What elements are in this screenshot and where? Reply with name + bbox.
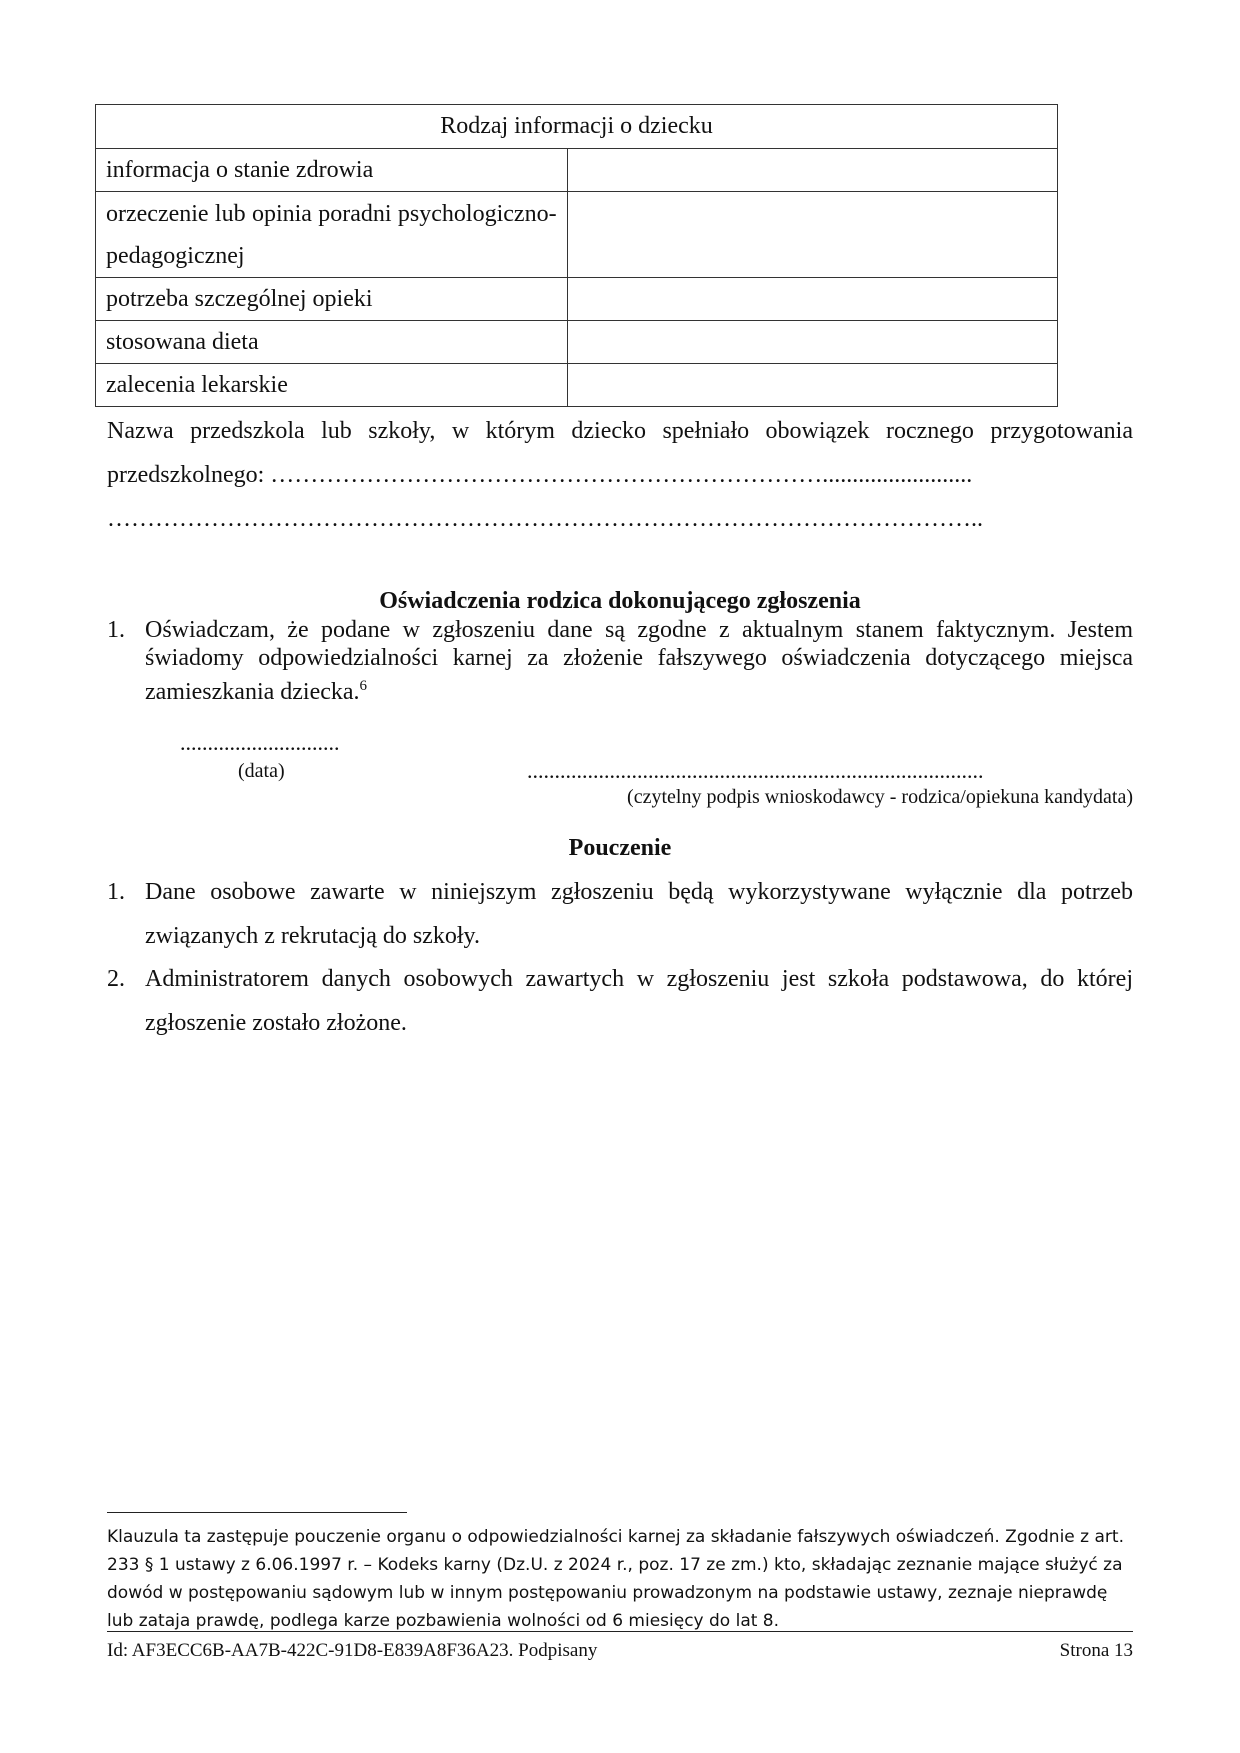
notice-title: Pouczenie: [568, 835, 672, 861]
row-label: potrzeba szczególnej opieki: [96, 278, 568, 321]
table-header: Rodzaj informacji o dziecku: [96, 105, 1058, 149]
table-row: [96, 192, 1058, 278]
notice-line: Dane osobowe zawarte w niniejszym zgłoszeniu będą wykorzystywane wyłącznie dla potrzeb: [145, 879, 1133, 905]
row-value-field[interactable]: [567, 149, 1057, 192]
child-info-table: [95, 104, 1058, 407]
row-label: orzeczenie lub opinia poradni psychologiczno-pedagogicznej: [96, 192, 568, 278]
declaration-body: Oświadczam, że podane w zgłoszeniu dane są zgodne z aktualnym stanem faktycznym. Jestem świadomy odpowiedzialności karnej za złożenie fałszywego oświadczenia dotyczącego miejsca zamieszkania dziecka.: [145, 617, 1133, 705]
preschool-answer-continuation[interactable]: ………………………………………………………………………………………………..: [107, 506, 983, 532]
row-value-field[interactable]: [567, 192, 1057, 278]
date-label: (data): [238, 760, 285, 782]
row-label: informacja o stanie zdrowia: [96, 149, 568, 192]
notice-line: związanych z rekrutacją do szkoły.: [145, 923, 480, 949]
footnote-separator: [107, 1512, 407, 1513]
declaration-text: [145, 616, 1133, 706]
preschool-question-line1: Nazwa przedszkola lub szkoły, w którym dziecko spełniało obowiązek rocznego przygotowania: [107, 418, 1133, 444]
footer-rule: [107, 1631, 1133, 1632]
row-label: stosowana dieta: [96, 321, 568, 364]
footnote-line: Klauzula ta zastępuje pouczenie organu o odpowiedzialności karnej za składanie fałszywych oświadczeń. Zgodnie z art.: [107, 1527, 1124, 1547]
declaration-number: 1.: [107, 617, 125, 643]
signature-label: (czytelny podpis wnioskodawcy - rodzica/opiekuna kandydata): [627, 786, 1133, 808]
notice-number: 2.: [107, 966, 125, 992]
signature-field[interactable]: ...................................................................................: [527, 758, 984, 783]
footnote-line: lub zataja prawdę, podlega karze pozbawienia wolności od 6 miesięcy do lat 8.: [107, 1611, 780, 1631]
footnote-text: [107, 1523, 1137, 1635]
footnote-line: 233 § 1 ustawy z 6.06.1997 r. – Kodeks karny (Dz.U. z 2024 r., poz. 17 ze zm.) kto, składając zeznanie mające służyć za: [107, 1555, 1123, 1575]
row-label: zalecenia lekarskie: [96, 364, 568, 407]
table-row: [96, 321, 1058, 364]
declarations-title: Oświadczenia rodzica dokonującego zgłoszenia: [379, 588, 861, 614]
footnote-reference: 6: [359, 678, 368, 694]
notice-number: 1.: [107, 879, 125, 905]
row-value-field[interactable]: [567, 364, 1057, 407]
row-value-field[interactable]: [567, 321, 1057, 364]
date-field[interactable]: .............................: [180, 730, 340, 755]
notice-line: zgłoszenie zostało złożone.: [145, 1010, 407, 1036]
row-value-field[interactable]: [567, 278, 1057, 321]
page-number: Strona 13: [1059, 1640, 1133, 1661]
table-row: [96, 149, 1058, 192]
footnote-line: dowód w postępowaniu sądowym lub w innym postępowaniu prowadzonym na podstawie ustawy, zeznaje nieprawdę: [107, 1583, 1108, 1603]
table-row: [96, 278, 1058, 321]
notice-line: Administratorem danych osobowych zawartych w zgłoszeniu jest szkoła podstawowa, do której: [145, 966, 1133, 992]
table-row: [96, 364, 1058, 407]
preschool-answer-line[interactable]: przedszkolnego: …………………………………………………………….........................: [107, 462, 973, 488]
document-id: Id: AF3ECC6B-AA7B-422C-91D8-E839A8F36A23. Podpisany: [107, 1640, 598, 1661]
